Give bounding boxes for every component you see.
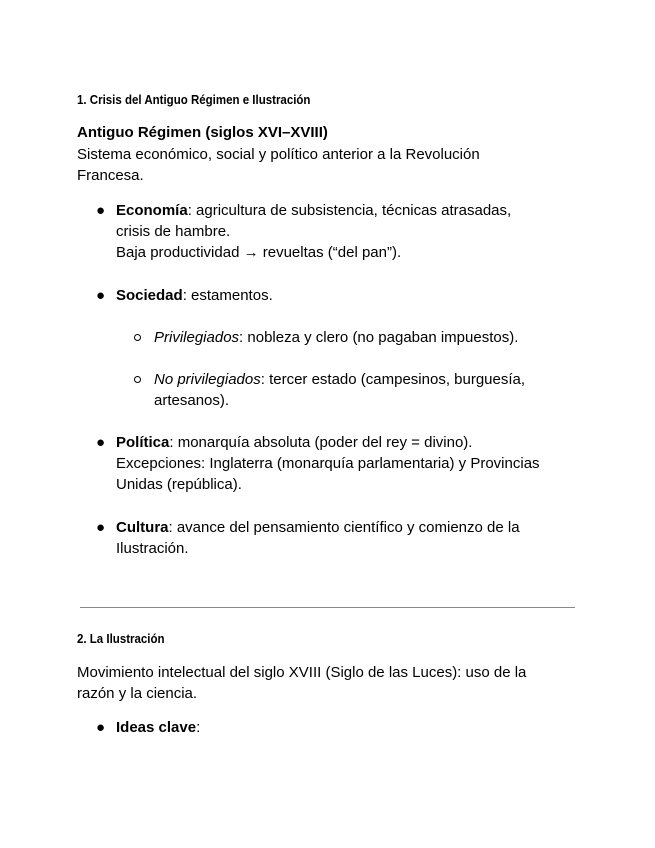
bullet-term: Cultura [116, 519, 169, 536]
bullet-text: : estamentos. [182, 287, 273, 304]
bullet-economia [116, 200, 586, 263]
subbullet-text: : nobleza y clero (no pagaban impuestos). [239, 329, 519, 346]
subbullet-term: Privilegiados [154, 329, 240, 346]
bullet-text: Ilustración. [116, 540, 189, 557]
bullet-term: Política [116, 434, 170, 451]
subbullet-text: artesanos). [154, 392, 230, 409]
subheading-antiguo-regimen: Antiguo Régimen (siglos XVI–XVIII) [77, 124, 328, 141]
circle-bullet-icon [134, 376, 141, 383]
bullet-cultura [116, 517, 586, 559]
intro-line: Sistema económico, social y político anterior a la Revolución [77, 146, 480, 163]
bullet-term: Ideas clave [116, 719, 197, 736]
intro-paragraph [77, 144, 567, 186]
bullet-text: : agricultura de subsistencia, técnicas atrasadas, [187, 202, 512, 219]
section-heading-crisis: 1. Crisis del Antiguo Régimen e Ilustración [77, 93, 311, 107]
ilustracion-intro-paragraph [77, 662, 567, 704]
bullet-icon: ● [96, 287, 106, 304]
intro-line: Francesa. [77, 167, 144, 184]
bullet-sociedad [116, 285, 586, 306]
bullet-icon: ● [96, 202, 106, 219]
intro-line: razón y la ciencia. [77, 685, 198, 702]
bullet-icon: ● [96, 519, 106, 536]
subbullet-no-privilegiados [154, 369, 574, 411]
bullet-text: Excepciones: Inglaterra (monarquía parlamentaria) y Provincias [116, 455, 540, 472]
bullet-text: Unidas (república). [116, 476, 242, 493]
section-heading-ilustracion: 2. La Ilustración [77, 632, 165, 646]
bullet-politica [116, 432, 586, 495]
subbullet-text: : tercer estado (campesinos, burguesía, [260, 371, 526, 388]
intro-line: Movimiento intelectual del siglo XVIII (Siglo de las Luces): uso de la [77, 664, 527, 681]
subbullet-term: No privilegiados [154, 371, 261, 388]
bullet-ideas-clave [116, 717, 586, 738]
bullet-text: : [196, 719, 201, 736]
bullet-term: Sociedad [116, 287, 183, 304]
section-divider [80, 607, 575, 608]
bullet-term: Economía [116, 202, 188, 219]
bullet-text: : avance del pensamiento científico y comienzo de la [168, 519, 520, 536]
bullet-icon: ● [96, 719, 106, 736]
bullet-icon: ● [96, 434, 106, 451]
bullet-text: crisis de hambre. [116, 223, 231, 240]
circle-bullet-icon [134, 334, 141, 341]
bullet-text: Baja productividad → revueltas (“del pan”). [116, 244, 402, 261]
bullet-text: : monarquía absoluta (poder del rey = divino). [169, 434, 473, 451]
subbullet-privilegiados [154, 327, 574, 348]
